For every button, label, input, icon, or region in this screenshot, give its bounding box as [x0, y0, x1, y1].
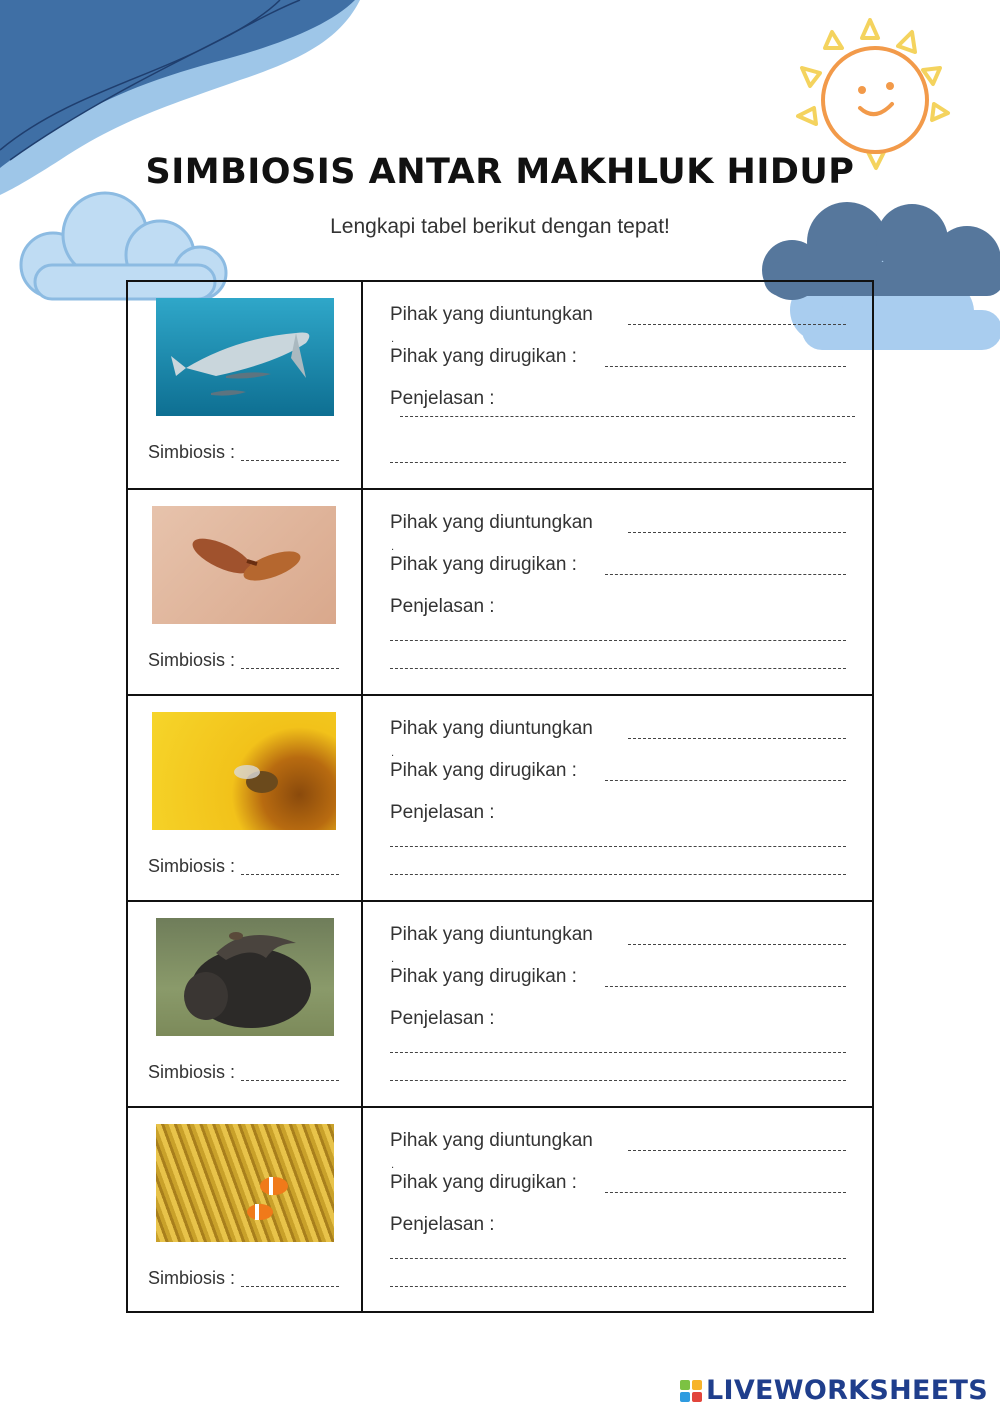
penjelasan-answer-line[interactable] [390, 668, 846, 669]
penjelasan-answer-line[interactable] [390, 1258, 846, 1259]
penjelasan-label: Penjelasan : [390, 802, 495, 823]
penjelasan-label: Penjelasan : [390, 1008, 495, 1029]
simbiosis-answer-line[interactable] [241, 668, 339, 669]
dirugikan-answer-line[interactable] [605, 986, 846, 987]
diuntungkan-answer-line[interactable] [628, 532, 846, 533]
diuntungkan-label: Pihak yang diuntungkan [390, 512, 593, 533]
bee-sunflower-photo [152, 712, 336, 830]
diuntungkan-label: Pihak yang diuntungkan [390, 1130, 593, 1151]
diuntungkan-answer-line[interactable] [628, 738, 846, 739]
penjelasan-answer-line[interactable] [390, 640, 846, 641]
penjelasan-answer-line[interactable] [390, 1080, 846, 1081]
buffalo-bird-photo [156, 918, 334, 1036]
penjelasan-answer-line[interactable] [390, 462, 846, 463]
dirugikan-label: Pihak yang dirugikan : [390, 1172, 577, 1193]
penjelasan-answer-line[interactable] [400, 416, 855, 417]
simbiosis-label: Simbiosis : [148, 650, 236, 670]
clownfish-anemone-photo [156, 1124, 334, 1242]
diuntungkan-label: Pihak yang diuntungkan [390, 718, 593, 739]
diuntungkan-answer-line[interactable] [628, 324, 846, 325]
simbiosis-label: Simbiosis : [148, 1268, 236, 1288]
penjelasan-label: Penjelasan : [390, 1214, 495, 1235]
penjelasan-answer-line[interactable] [390, 846, 846, 847]
simbiosis-label: Simbiosis : [148, 1062, 236, 1082]
table-row: Simbiosis : Pihak yang diuntungkan . Pihak yang dirugikan : Penjelasan : [128, 282, 872, 488]
simbiosis-answer-line[interactable] [241, 1080, 339, 1081]
simbiosis-answer-line[interactable] [241, 460, 339, 461]
tick-on-skin-photo [152, 506, 336, 624]
table-row: Simbiosis : Pihak yang diuntungkan . Pihak yang dirugikan : Penjelasan : [128, 900, 872, 1106]
liveworksheets-logo [680, 1375, 988, 1406]
liveworksheets-logo-text: LIVEWORKSHEETS [705, 1375, 988, 1406]
diuntungkan-answer-line[interactable] [628, 944, 846, 945]
diuntungkan-label: Pihak yang diuntungkan [390, 924, 593, 945]
page-title: SIMBIOSIS ANTAR MAKHLUK HIDUP [145, 152, 855, 192]
diuntungkan-label: Pihak yang diuntungkan [390, 304, 593, 325]
penjelasan-answer-line[interactable] [390, 1052, 846, 1053]
page-subtitle: Lengkapi tabel berikut dengan tepat! [330, 215, 670, 238]
dirugikan-answer-line[interactable] [605, 574, 846, 575]
shark-remora-photo [156, 298, 334, 416]
dirugikan-answer-line[interactable] [605, 780, 846, 781]
simbiosis-label: Simbiosis : [148, 442, 236, 462]
penjelasan-answer-line[interactable] [390, 1286, 846, 1287]
table-row: Simbiosis : Pihak yang diuntungkan . Pihak yang dirugikan : Penjelasan : [128, 488, 872, 694]
dirugikan-label: Pihak yang dirugikan : [390, 966, 577, 987]
table-row: Simbiosis : Pihak yang diuntungkan . Pihak yang dirugikan : Penjelasan : [128, 694, 872, 900]
table-row: Simbiosis : Pihak yang diuntungkan . Pihak yang dirugikan : Penjelasan : [128, 1106, 872, 1311]
simbiosis-answer-line[interactable] [241, 1286, 339, 1287]
dirugikan-label: Pihak yang dirugikan : [390, 346, 577, 367]
dirugikan-label: Pihak yang dirugikan : [390, 760, 577, 781]
worksheet-table [126, 280, 874, 1313]
diuntungkan-answer-line[interactable] [628, 1150, 846, 1151]
simbiosis-label: Simbiosis : [148, 856, 236, 876]
dirugikan-label: Pihak yang dirugikan : [390, 554, 577, 575]
penjelasan-label: Penjelasan : [390, 596, 495, 617]
penjelasan-label: Penjelasan : [390, 388, 495, 409]
penjelasan-answer-line[interactable] [390, 874, 846, 875]
dirugikan-answer-line[interactable] [605, 1192, 846, 1193]
liveworksheets-logo-icon [680, 1380, 702, 1402]
dirugikan-answer-line[interactable] [605, 366, 846, 367]
simbiosis-answer-line[interactable] [241, 874, 339, 875]
